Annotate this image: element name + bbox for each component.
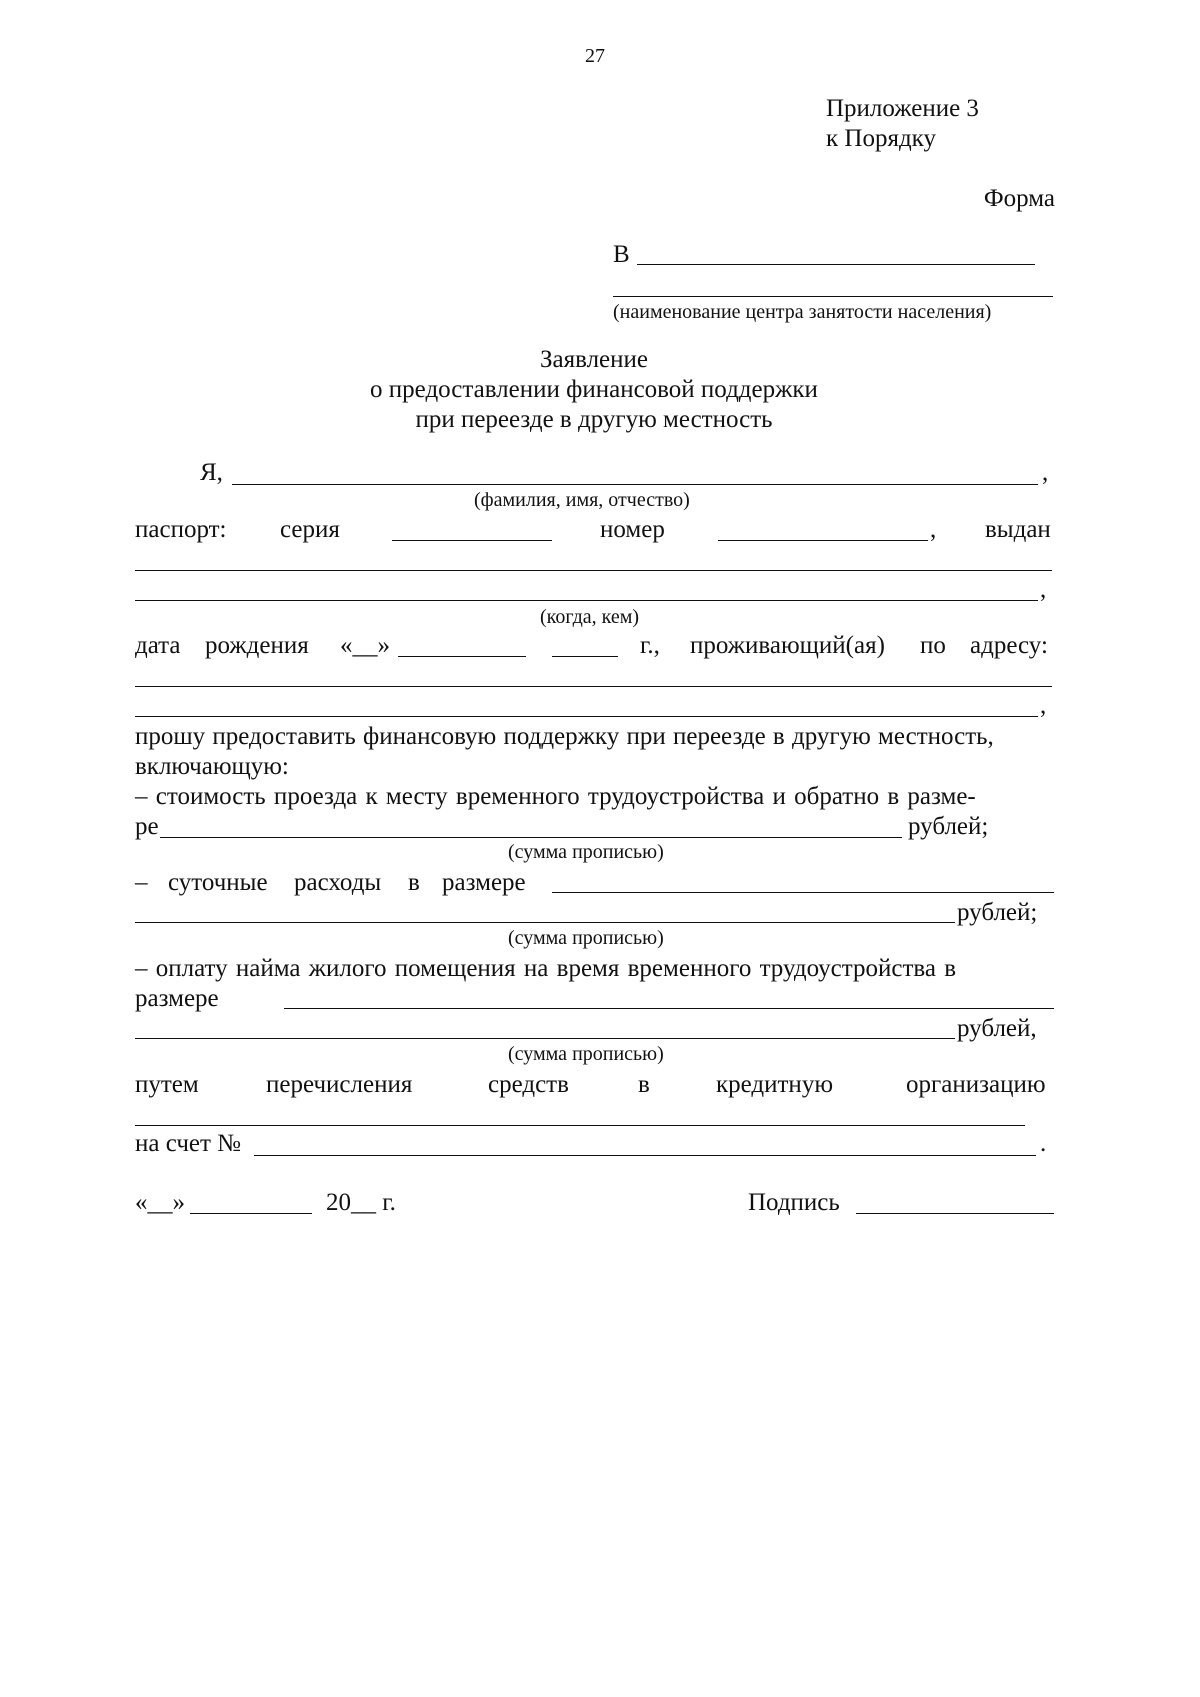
daily-word-4: в: [408, 869, 420, 896]
address-comma: ,: [1040, 692, 1047, 719]
request-line-1: [135, 724, 1053, 749]
footer-date-quote: «__»: [135, 1189, 185, 1216]
page-number: 27: [585, 45, 605, 67]
birth-label-2: рождения: [205, 632, 309, 659]
applicant-hint: (фамилия, имя, отчество): [474, 489, 690, 511]
resident-word-1: проживающий(ая): [690, 632, 885, 659]
travel-prefix: ре: [135, 813, 159, 840]
daily-amount-line-2[interactable]: [135, 922, 955, 923]
transfer-word-6: организацию: [906, 1071, 1046, 1098]
travel-suffix: рублей;: [908, 813, 989, 840]
daily-word-5: размере: [442, 869, 526, 896]
birth-label-1: дата: [135, 632, 181, 659]
recipient-line-1[interactable]: [637, 264, 1035, 265]
transfer-word-3: средств: [488, 1071, 569, 1098]
transfer-word-5: кредитную: [716, 1071, 833, 1098]
daily-word-2: суточные: [168, 869, 268, 896]
account-suffix: .: [1040, 1130, 1047, 1157]
travel-amount-line[interactable]: [160, 837, 902, 838]
address-line-1[interactable]: [135, 686, 1052, 687]
request-line-1-text: прошу предоставить финансовую поддержку при переезде в другую местность,: [135, 723, 994, 750]
daily-word-3: расходы: [294, 869, 382, 896]
housing-amount-line-1[interactable]: [284, 1008, 1054, 1009]
passport-number-line[interactable]: [718, 540, 928, 541]
recipient-line-2[interactable]: [613, 296, 1053, 297]
signature-line[interactable]: [856, 1213, 1054, 1214]
birth-year-line[interactable]: [552, 656, 618, 657]
passport-issued-line-1[interactable]: [135, 570, 1052, 571]
title-line-2: о предоставлении финансовой поддержки: [370, 376, 818, 403]
passport-number-comma: ,: [930, 516, 937, 543]
account-prefix: на счет №: [135, 1130, 242, 1157]
request-line-2: включающую:: [135, 753, 289, 780]
birth-month-line[interactable]: [398, 656, 526, 657]
account-number-line[interactable]: [254, 1155, 1036, 1156]
address-line-2[interactable]: [135, 716, 1038, 717]
housing-prefix: размере: [135, 985, 219, 1012]
daily-word-1: –: [135, 869, 148, 896]
applicant-name-line[interactable]: [232, 484, 1038, 485]
passport-issued-hint: (когда, кем): [540, 606, 640, 628]
travel-hint: (сумма прописью): [508, 841, 664, 863]
passport-issued-label: выдан: [985, 516, 1051, 543]
housing-line-1: – оплату найма жилого помещения на время временного трудоустройства в: [135, 955, 957, 982]
appendix-line-1: Приложение 3: [826, 95, 979, 122]
title-line-1: Заявление: [539, 346, 649, 373]
form-label: Форма: [983, 185, 1055, 212]
daily-amount-line-1[interactable]: [552, 892, 1054, 893]
resident-word-3: адресу:: [970, 632, 1048, 659]
housing-hint: (сумма прописью): [508, 1043, 664, 1065]
passport-label: паспорт:: [135, 516, 227, 543]
recipient-prefix: В: [613, 241, 630, 268]
applicant-comma: ,: [1042, 459, 1049, 486]
passport-number-label: номер: [600, 516, 665, 543]
passport-series-label: серия: [280, 516, 340, 543]
bank-name-line[interactable]: [135, 1125, 1025, 1126]
birth-day-quote: «__»: [340, 632, 390, 659]
travel-line-1: – стоимость проезда к месту временного трудоустройства и обратно в разме-: [135, 783, 976, 810]
footer-year: 20__ г.: [326, 1189, 396, 1216]
transfer-word-2: перечисления: [266, 1071, 413, 1098]
passport-issued-comma: ,: [1040, 576, 1047, 603]
daily-suffix: рублей;: [957, 899, 1038, 926]
resident-word-2: по: [920, 632, 946, 659]
applicant-prefix: Я,: [200, 459, 223, 486]
transfer-word-4: в: [638, 1071, 650, 1098]
recipient-hint: (наименование центра занятости населения): [613, 301, 992, 323]
transfer-word-1: путем: [135, 1071, 199, 1098]
appendix-line-2: к Порядку: [826, 125, 936, 152]
birth-year-suffix: г.,: [640, 632, 660, 659]
passport-series-line[interactable]: [392, 540, 552, 541]
passport-issued-line-2[interactable]: [135, 600, 1038, 601]
daily-hint: (сумма прописью): [508, 927, 664, 949]
footer-date-month-line[interactable]: [190, 1213, 312, 1214]
title-line-3: при переезде в другую местность: [415, 406, 773, 433]
housing-suffix: рублей,: [957, 1015, 1037, 1042]
signature-label: Подпись: [748, 1189, 840, 1216]
housing-amount-line-2[interactable]: [135, 1038, 955, 1039]
